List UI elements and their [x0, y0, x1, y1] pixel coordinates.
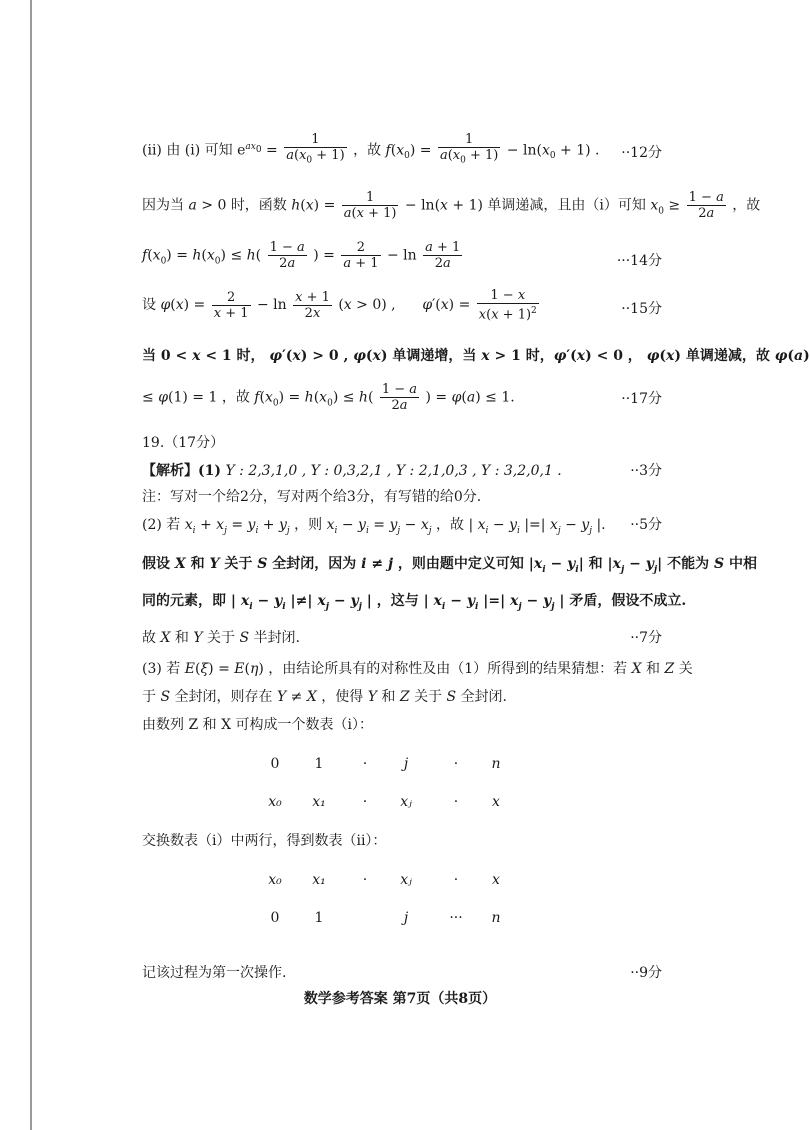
phi-monotonic-line: 当 0 < x < 1 时， φ′(x) > 0 , φ(x) 单调递增，当 x > 1 时，φ′(x) < 0 ， φ(x) 单调递减，故 φ(a) — [142, 348, 810, 364]
table-cell: · — [453, 756, 459, 772]
score-9: ··9分 — [630, 965, 662, 981]
fraction: $\frac{1 - a}{2a}$ — [269, 240, 305, 271]
assumption-line: 假设 X 和 Y 关于 S 全封闭，因为 i ≠ j ，则由题中定义可知 $|x_i - y_i|$ 和 $|x_j - y_j|$ 不能为 S 中相 — [142, 556, 757, 575]
score-17: ··17分 — [621, 391, 662, 407]
text-fragment: ，故 — [436, 517, 464, 533]
table-cell: 0 — [270, 756, 280, 772]
part-3-line-2: 于 S 全封闭，则存在 Y ≠ X ，使得 Y 和 Z 关于 S 全封闭. — [142, 689, 508, 705]
table-cell: x — [492, 872, 500, 888]
table-cell: x₁ — [312, 794, 326, 810]
table-cell: j — [403, 756, 409, 772]
text-fragment: 单调递减，故 — [685, 348, 770, 364]
text-fragment: 设 — [142, 297, 156, 314]
table-cell: j — [403, 910, 409, 926]
text-fragment: ，由结论所具有的对称性及由（1）所得到的结果猜想：若 — [268, 661, 628, 677]
table-cell: x₁ — [312, 872, 326, 888]
text-fragment: 关 — [678, 661, 693, 677]
text-fragment: 关于 — [207, 630, 236, 646]
text-fragment: 关于 — [414, 689, 443, 705]
table-cell: x₀ — [268, 872, 282, 888]
first-operation-line: 记该过程为第一次操作. — [142, 965, 287, 981]
text-fragment: 不能为 — [667, 556, 710, 572]
text-fragment: 同的元素，即 — [142, 593, 226, 609]
text-fragment: 全封闭，因为 — [272, 556, 357, 572]
score-12: ··12分 — [621, 145, 662, 161]
fraction: $\frac{2}{a + 1}$ — [343, 240, 379, 271]
text-fragment: 单调递增，当 — [392, 348, 477, 364]
page-left-border — [30, 0, 32, 1130]
text-fragment: ，故 — [221, 389, 250, 406]
grading-note: 注：写对一个给2分，写对两个给3分，有写错的给0分. — [142, 489, 482, 505]
text-fragment: 当 — [142, 348, 156, 364]
text-fragment: ，则由题中定义可知 — [397, 556, 524, 572]
fraction: $\frac{2}{x + 1}$ — [213, 289, 249, 321]
table-cell: · — [362, 756, 368, 772]
text-fragment: ，故 — [732, 197, 761, 214]
phi-definition-line: 设 φ(x) = $\frac{2}{x + 1}$ − ln $\frac{x + 1}{2x}$ (x > 0) , φ′(x) = $\frac{1 - x}{x(x + 1)^2}$ — [142, 288, 537, 323]
score-5: ··5分 — [630, 517, 662, 533]
text-fragment: ，故 — [353, 142, 382, 159]
table-cell: ··· — [449, 910, 463, 926]
fraction: $\frac{1}{a(x_0 + 1)}$ — [286, 132, 345, 166]
text-fragment: 全封闭，则存在 — [174, 689, 273, 705]
solution-line-ii: (ii) 由 (i) 可知 $e^{ax_0}$ = $\frac{1}{a(x_0 + 1)}$ ，故 $f(x_0)$ = $\frac{1}{a(x_0 + 1)}$ − $\ln(x_0 + 1)$ . — [142, 132, 600, 169]
table-cell: · — [453, 872, 459, 888]
table-cell: · — [453, 794, 459, 810]
fraction: $\frac{1 - x}{x(x + 1)^2}$ — [478, 288, 537, 323]
text-fragment: (2) 若 — [142, 517, 181, 533]
part-2-line: (2) 若 $x_i + x_j = y_i + y_j$ ，则 $x_i - y_i = y_j - x_j$ ，故 | $x_i - y_i$ |=| $x_j - y_j$ |. — [142, 517, 606, 536]
table-cell: x₀ — [268, 794, 282, 810]
table-cell: 1 — [314, 756, 324, 772]
fraction: $\frac{1 - a}{2a}$ — [688, 190, 724, 221]
fraction: $\frac{a + 1}{2a}$ — [425, 240, 461, 271]
score-15: ··15分 — [621, 301, 662, 317]
text-fragment: (3) 若 — [142, 661, 181, 677]
f-x0-bound-line: $f(x_0) = h(x_0) \le h$( $\frac{1 - a}{2a}$ ) = $\frac{2}{a + 1}$ − ln $\frac{a + 1}{2a}$ — [142, 240, 461, 271]
table-cell: xⱼ — [400, 872, 412, 888]
score-3: ··3分 — [630, 463, 662, 479]
question-19-heading: 19.（17分） — [142, 435, 225, 451]
text-fragment: 矛盾，假设不成立. — [569, 593, 687, 609]
conclusion-line: ≤ φ(1) = 1 ，故 $f(x_0) = h(x_0) \le h$( $\frac{1 - a}{2a}$ ) = φ(a) ≤ 1. — [142, 382, 515, 413]
table-cell: · — [362, 872, 368, 888]
text-fragment: ，则 — [294, 517, 323, 533]
text-fragment: ，这与 — [376, 593, 419, 609]
table-1-intro: 由数列 Z 和 X 可构成一个数表（i）： — [142, 717, 373, 733]
score-7: ··7分 — [630, 630, 662, 646]
fraction: $\frac{1}{a(x_0 + 1)}$ — [439, 132, 499, 166]
sequence-list: Y : 2,3,1,0 , Y : 0,3,2,1 , Y : 2,1,0,3 , Y : 3,2,0,1 . — [225, 463, 562, 479]
text-fragment: 故 — [142, 630, 156, 646]
table-cell: 0 — [270, 910, 280, 926]
semi-closed-line: 故 X 和 Y 关于 S 半封闭. — [142, 630, 300, 646]
text-fragment: (ii) 由 (i) 可知 — [142, 142, 233, 159]
fraction: $\frac{1 - a}{2a}$ — [381, 382, 418, 413]
table-cell: x — [492, 794, 500, 810]
text-fragment: 关于 — [224, 556, 253, 572]
text-fragment: 半封闭. — [253, 630, 300, 646]
page-footer: 数学参考答案 第7页（共8页） — [303, 991, 497, 1007]
text-fragment: 假设 — [142, 556, 170, 572]
text-fragment: 时，函数 — [230, 197, 287, 214]
table-cell: n — [491, 910, 501, 926]
text-fragment: 中相 — [728, 556, 757, 572]
text-fragment: ，使得 — [321, 689, 364, 705]
text-fragment: 因为当 — [142, 197, 184, 214]
monotonic-line: 因为当 a > 0 时，函数 h(x) = $\frac{1}{a(x + 1)}$ − ln(x + 1) 单调递减，且由（i）可知 $x_0$ ≥ $\frac{1 - a}{2a}$ ，故 — [142, 190, 761, 221]
part-1-answer — [142, 460, 562, 480]
text-fragment: 全封闭. — [460, 689, 508, 705]
text-fragment: 于 — [142, 689, 156, 705]
table-cell: n — [491, 756, 501, 772]
text-fragment: 时， — [236, 348, 265, 364]
text-fragment: 单调递减，且由（i）可知 — [487, 197, 646, 214]
table-2-intro: 交换数表（i）中两行，得到数表（ii）： — [142, 833, 387, 849]
fraction: $\frac{1}{a(x + 1)}$ — [343, 190, 397, 221]
table-cell: 1 — [314, 910, 324, 926]
score-14: ···14分 — [616, 253, 662, 269]
part-3-line: (3) 若 E(ξ) = E(η) ，由结论所具有的对称性及由（1）所得到的结果猜想：若 X 和 Z 关 — [142, 661, 693, 677]
contradiction-line: 同的元素，即 | $x_i - y_i$ |≠| $x_j - y_j$ | ，这与 | $x_i - y_i$ |=| $x_j - y_j$ | 矛盾，假设不成立. — [142, 593, 687, 612]
fraction: $\frac{x + 1}{2x}$ — [295, 289, 330, 321]
table-cell: xⱼ — [400, 794, 412, 810]
analysis-label: 【解析】(1) — [142, 463, 221, 479]
table-cell: · — [362, 794, 368, 810]
text-fragment: 和 — [588, 556, 603, 572]
